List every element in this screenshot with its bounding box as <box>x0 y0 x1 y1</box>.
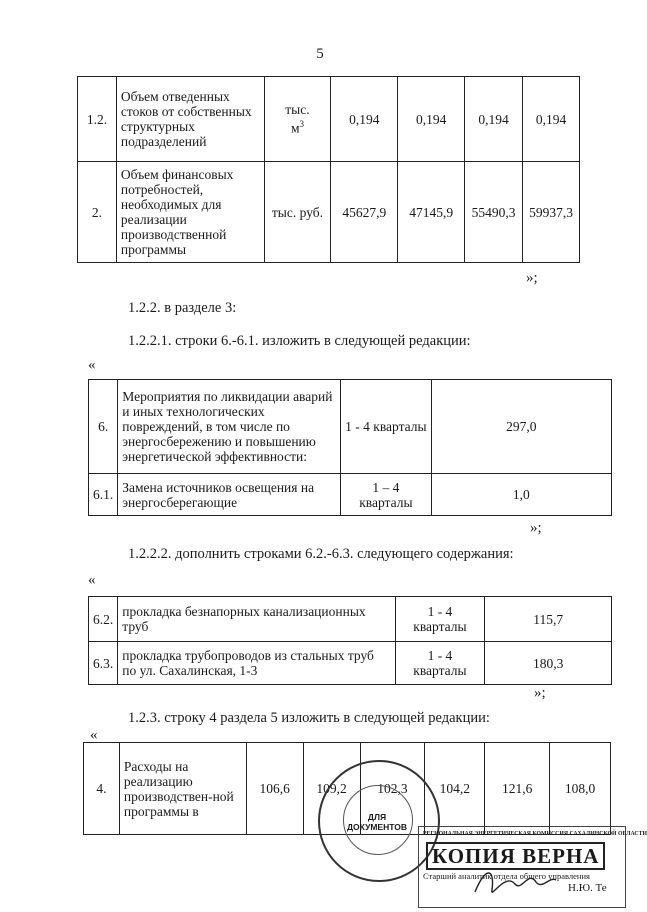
row-number: 1.2. <box>78 77 117 162</box>
row-name: Объем финансовых потребностей, необходимых для реализации производственной программы <box>116 162 264 263</box>
row-name: Мероприятия по ликвидации аварий и иных технологических повреждений, в том числе по энергосбережению и повышению энергетической эффективности: <box>118 380 341 474</box>
row-unit: тыс. $м^3$ <box>264 77 331 162</box>
row-value: 109,2 <box>303 743 360 835</box>
row-number: 4. <box>84 743 120 835</box>
row-value: 121,6 <box>485 743 550 835</box>
row-value: 1,0 <box>431 474 611 516</box>
table-row <box>89 380 612 474</box>
close-quote: »; <box>526 270 538 286</box>
row-number: 6. <box>89 380 118 474</box>
copy-stamp-title: КОПИЯ ВЕРНА <box>426 842 605 870</box>
page-number: 5 <box>316 46 324 62</box>
table-volumes <box>77 76 580 263</box>
row-period: 1 - 4 кварталы <box>341 380 432 474</box>
close-quote: »; <box>530 520 542 536</box>
row-value: 47145,9 <box>398 162 465 263</box>
table-row <box>89 597 612 642</box>
row-period: 1 – 4 кварталы <box>341 474 432 516</box>
table-row <box>78 77 580 162</box>
row-value: 115,7 <box>485 597 612 642</box>
row-name: Расходы на реализацию производствен-ной программы в <box>119 743 246 835</box>
seal-text: ДЛЯ ДОКУМЕНТОВ <box>347 812 407 832</box>
row-name: прокладка трубопроводов из стальных труб по ул. Сахалинская, 1-3 <box>118 642 395 685</box>
row-number: 6.1. <box>89 474 118 516</box>
copy-stamp-name: Н.Ю. Те <box>568 882 607 894</box>
signature <box>470 862 560 902</box>
table-row <box>89 474 612 516</box>
table-section-3-new-rows <box>88 596 612 685</box>
row-name: Объем отведенных стоков от собственных структурных подразделений <box>116 77 264 162</box>
table-section-3-rows-6 <box>88 379 612 516</box>
row-value: 0,194 <box>465 77 523 162</box>
row-value: 0,194 <box>331 77 398 162</box>
row-period: 1 - 4 кварталы <box>395 642 485 685</box>
open-quote: « <box>90 727 98 743</box>
row-name: прокладка безнапорных канализационных труб <box>118 597 395 642</box>
row-value: 102,3 <box>360 743 425 835</box>
row-value: 0,194 <box>523 77 580 162</box>
row-value: 45627,9 <box>331 162 398 263</box>
row-name: Замена источников освещения на энергосберегающие <box>118 474 341 516</box>
row-value: 55490,3 <box>465 162 523 263</box>
row-value: 59937,3 <box>523 162 580 263</box>
row-period: 1 - 4 кварталы <box>395 597 485 642</box>
copy-stamp-position: Старший аналитик отдела общего управления <box>423 871 590 881</box>
table-row <box>89 642 612 685</box>
copy-stamp-org: РЕГИОНАЛЬНАЯ ЭНЕРГЕТИЧЕСКАЯ КОМИССИЯ САХАЛИНСКОЙ ОБЛАСТИ <box>423 831 647 837</box>
para-1-2-2-2: 1.2.2.2. дополнить строками 6.2.-6.3. следующего содержания: <box>128 546 514 562</box>
open-quote: « <box>88 572 96 588</box>
row-number: 6.2. <box>89 597 118 642</box>
close-quote: »; <box>534 685 546 701</box>
row-value: 106,6 <box>246 743 303 835</box>
row-number: 2. <box>78 162 117 263</box>
para-1-2-2-1: 1.2.2.1. строки 6.-6.1. изложить в следующей редакции: <box>128 333 471 349</box>
row-value: 180,3 <box>485 642 612 685</box>
para-1-2-3: 1.2.3. строку 4 раздела 5 изложить в следующей редакции: <box>128 710 490 726</box>
row-value: 297,0 <box>431 380 611 474</box>
row-value: 0,194 <box>398 77 465 162</box>
row-value: 104,2 <box>425 743 485 835</box>
open-quote: « <box>88 357 96 373</box>
para-1-2-2: 1.2.2. в разделе 3: <box>128 300 237 316</box>
row-unit: тыс. руб. <box>264 162 331 263</box>
row-number: 6.3. <box>89 642 118 685</box>
table-row <box>78 162 580 263</box>
row-value: 108,0 <box>550 743 611 835</box>
